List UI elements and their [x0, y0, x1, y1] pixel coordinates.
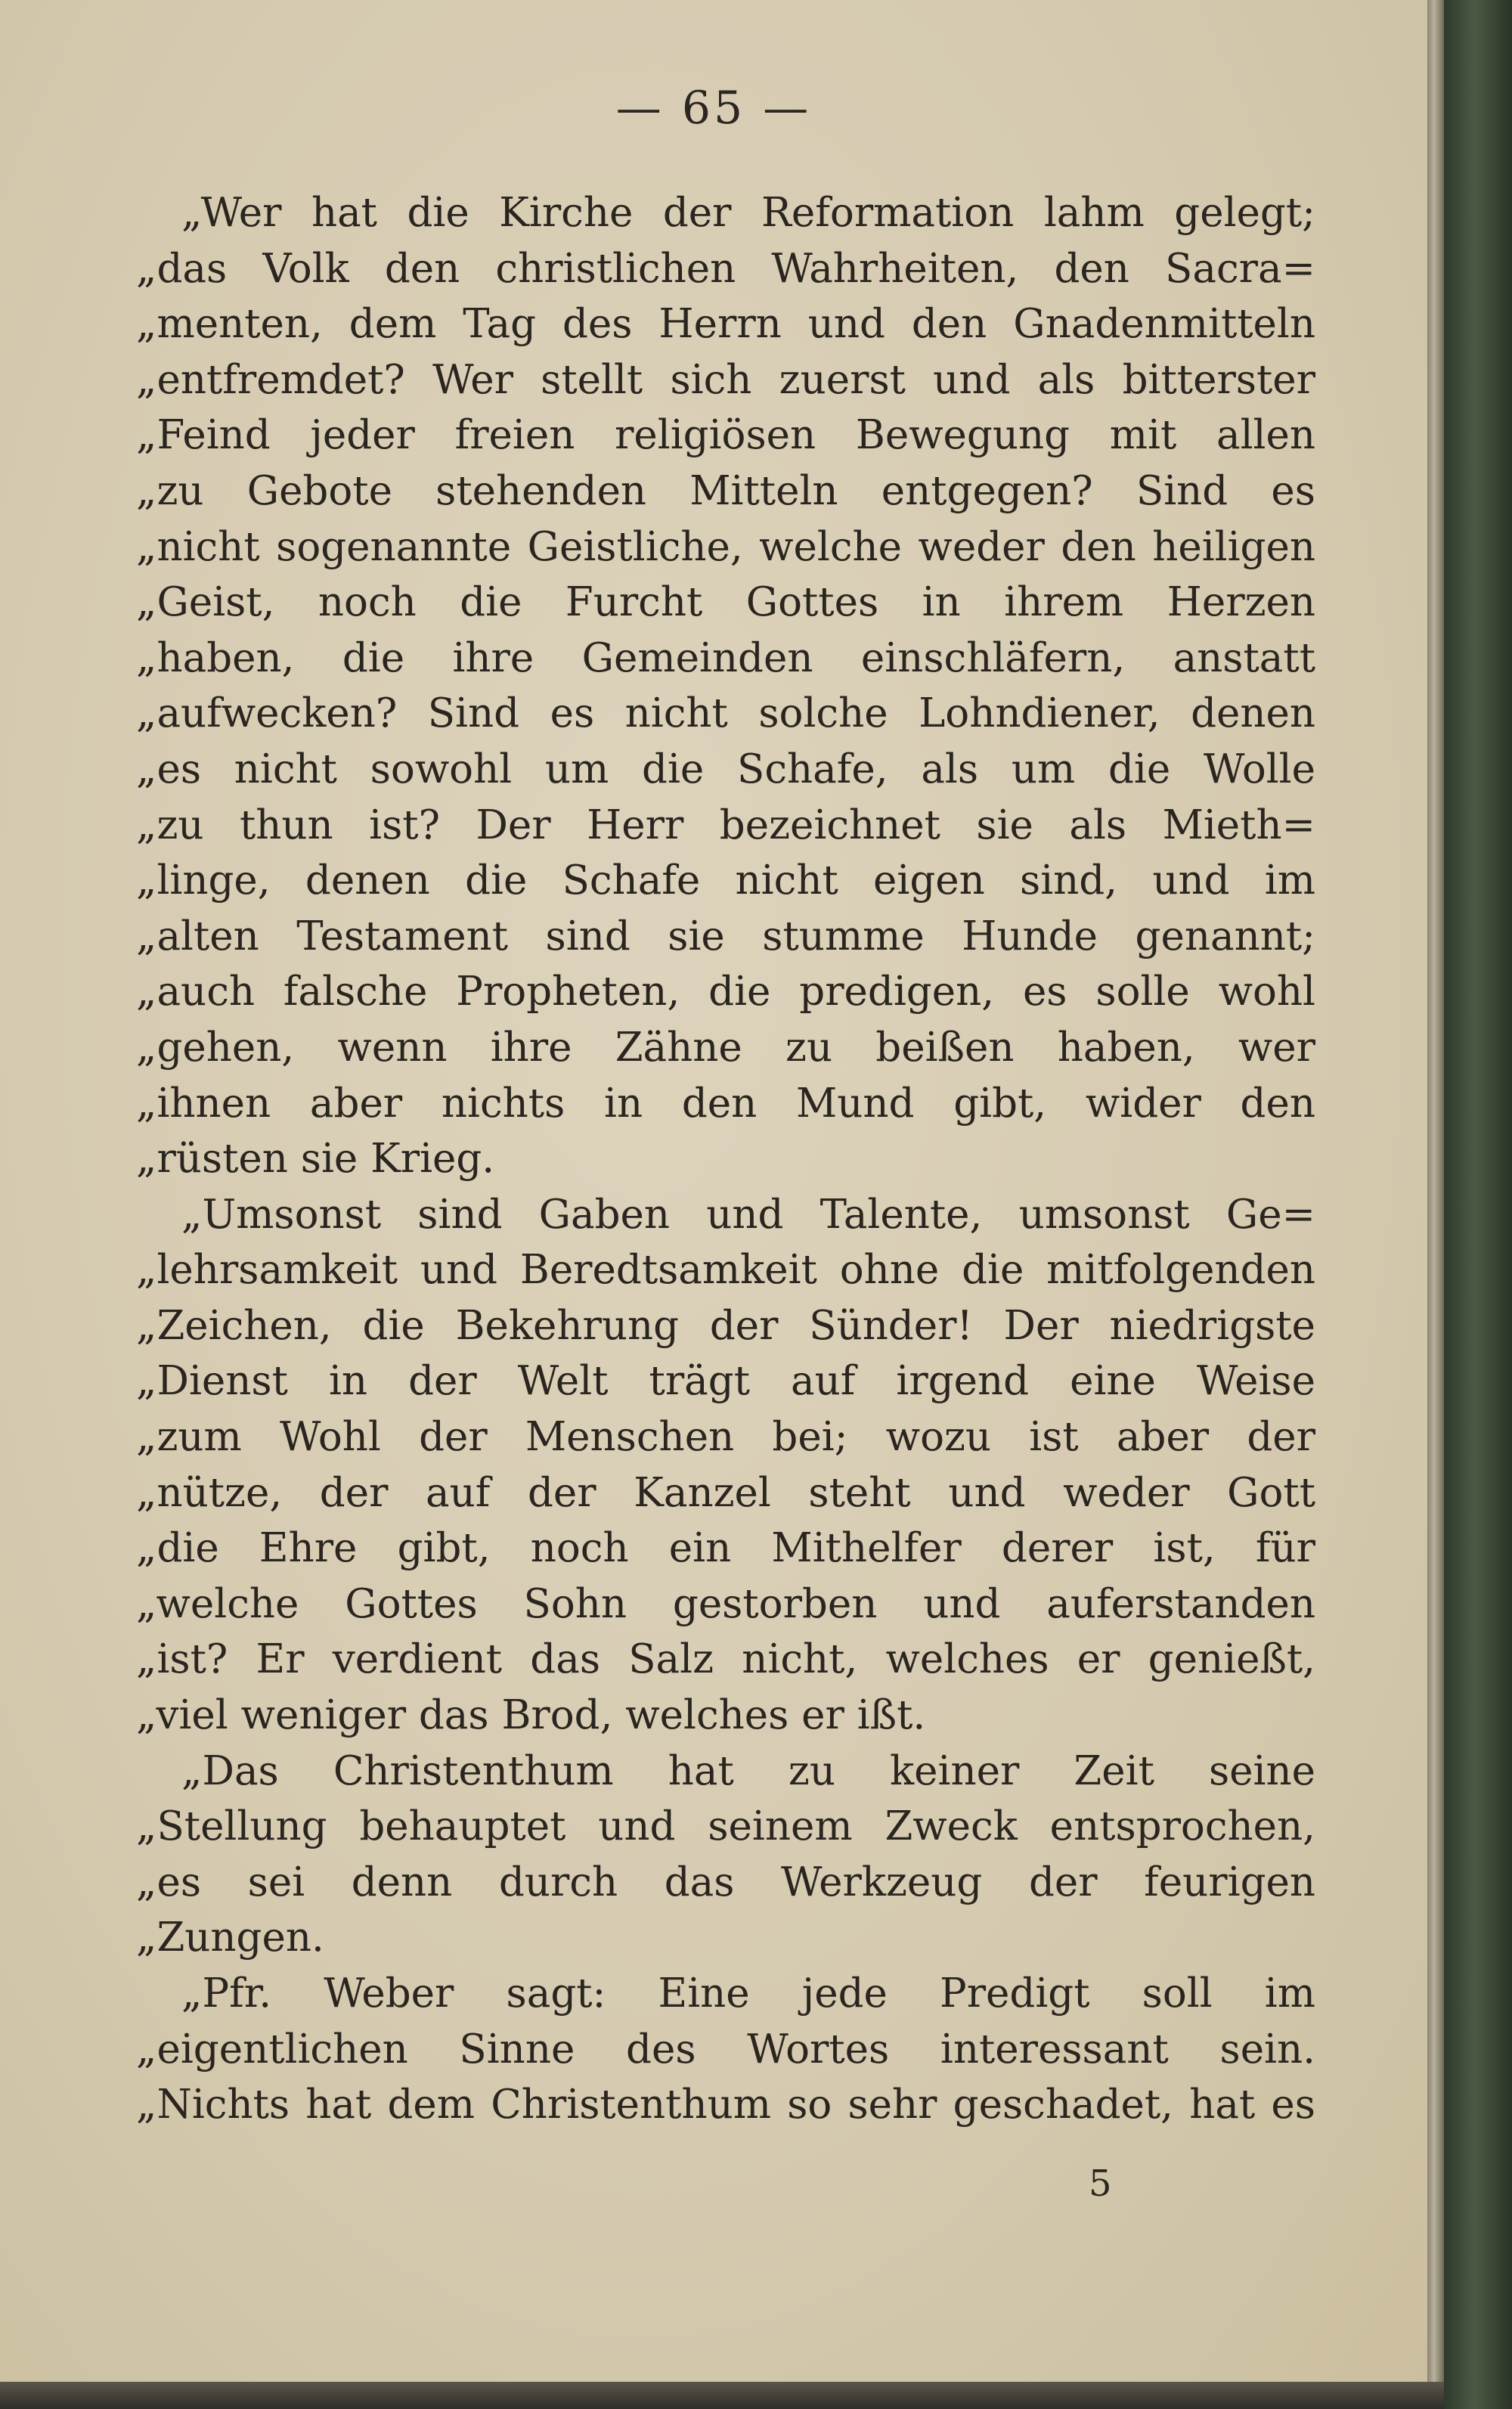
text-line: „viel weniger das Brod, welches er ißt.	[136, 1692, 926, 1739]
text-line: „Zeichen, die Bekehrung der Sünder! Der niedrigste	[136, 1302, 1315, 1349]
text-line: „Feind jeder freien religiösen Bewegung mit allen	[136, 412, 1315, 459]
text-line: „zu Gebote stehenden Mitteln entgegen? Sind es	[136, 467, 1315, 514]
book-cover-edge	[1444, 0, 1512, 2409]
page-number-header: — 65 —	[615, 82, 812, 135]
text-line: „Nichts hat dem Christenthum so sehr geschadet, hat es	[136, 2082, 1315, 2128]
text-line: „die Ehre gibt, noch ein Mithelfer derer ist, für	[136, 1525, 1315, 1572]
text-line: „Das Christenthum hat zu keiner Zeit seine	[181, 1747, 1315, 1794]
text-line: „ihnen aber nichts in den Mund gibt, wider den	[136, 1080, 1315, 1127]
text-line: „gehen, wenn ihre Zähne zu beißen haben, wer	[136, 1024, 1315, 1071]
body-text	[136, 185, 1315, 2133]
text-line: „ist? Er verdient das Salz nicht, welches er genießt,	[136, 1636, 1315, 1683]
text-line: „rüsten sie Krieg.	[136, 1136, 495, 1183]
text-line: „es nicht sowohl um die Schafe, als um die Wolle	[136, 746, 1315, 792]
text-line: „Zungen.	[136, 1914, 324, 1961]
text-line: „lehrsamkeit und Beredtsamkeit ohne die mitfolgenden	[136, 1247, 1315, 1294]
signature-mark: 5	[1089, 2163, 1112, 2205]
text-line: „linge, denen die Schafe nicht eigen sind, und im	[136, 857, 1315, 904]
text-line: „nütze, der auf der Kanzel steht und weder Gott	[136, 1469, 1315, 1516]
text-line: „Pfr. Weber sagt: Eine jede Predigt soll im	[181, 1970, 1315, 2017]
text-line: „alten Testament sind sie stumme Hunde genannt;	[136, 913, 1315, 960]
text-line: „Stellung behauptet und seinem Zweck entsprochen,	[136, 1803, 1315, 1850]
text-line: „zu thun ist? Der Herr bezeichnet sie als Mieth=	[136, 801, 1315, 848]
text-line: „nicht sogenannte Geistliche, welche weder den heiligen	[136, 523, 1315, 570]
text-line: „das Volk den christlichen Wahrheiten, den Sacra=	[136, 245, 1315, 292]
text-line: „Umsonst sind Gaben und Talente, umsonst Ge=	[181, 1191, 1315, 1238]
text-line: „entfremdet? Wer stellt sich zuerst und als bitterster	[136, 356, 1315, 403]
text-line: „aufwecken? Sind es nicht solche Lohndiener, denen	[136, 690, 1315, 737]
text-line: „Geist, noch die Furcht Gottes in ihrem Herzen	[136, 579, 1315, 626]
page-bottom-shadow	[0, 2382, 1444, 2409]
text-line: „Wer hat die Kirche der Reformation lahm gelegt;	[181, 190, 1315, 236]
text-line: „menten, dem Tag des Herrn und den Gnadenmitteln	[136, 301, 1315, 348]
text-line: „zum Wohl der Menschen bei; wozu ist aber der	[136, 1414, 1315, 1461]
text-line: „haben, die ihre Gemeinden einschläfern, anstatt	[136, 634, 1315, 681]
text-line: „es sei denn durch das Werkzeug der feurigen	[136, 1859, 1315, 1905]
text-line: „eigentlichen Sinne des Wortes interessant sein.	[136, 2026, 1315, 2073]
text-line: „welche Gottes Sohn gestorben und auferstanden	[136, 1580, 1315, 1627]
page-edge	[1427, 0, 1444, 2382]
text-line: „Dienst in der Welt trägt auf irgend eine Weise	[136, 1358, 1315, 1405]
text-line: „auch falsche Propheten, die predigen, es solle wohl	[136, 969, 1315, 1015]
